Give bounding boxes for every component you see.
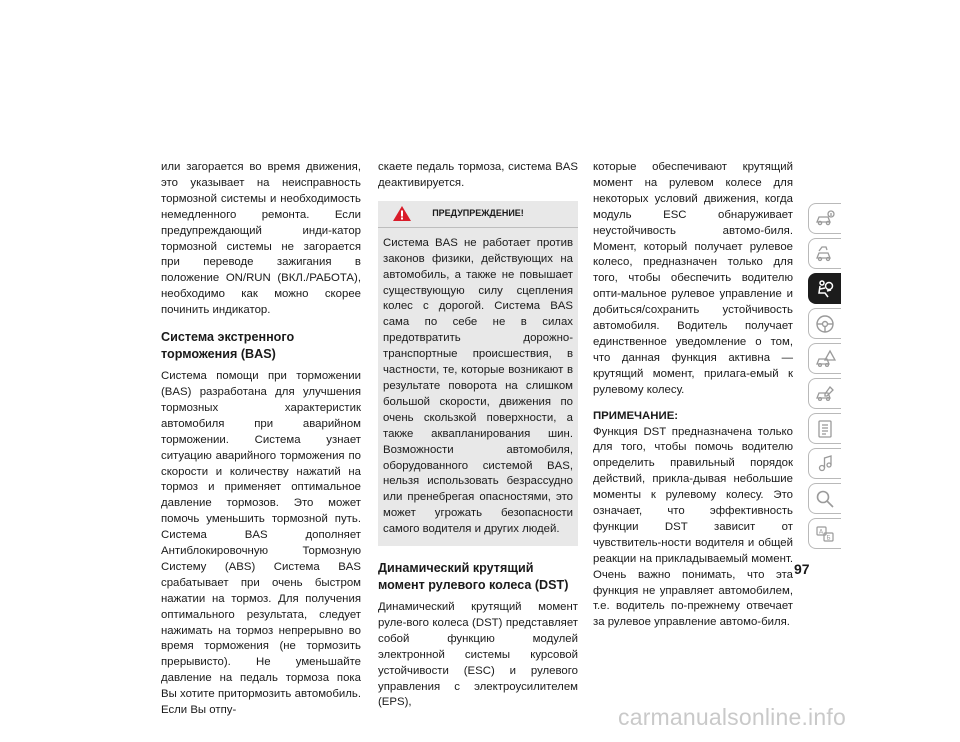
- warning-header: [378, 201, 578, 228]
- svg-text:Б: Б: [826, 534, 831, 541]
- warning-box: [378, 201, 578, 546]
- search-icon: [814, 488, 836, 510]
- note-text: Функция DST предназначена только для того, чтобы помочь водителю определить правильный порядок действий, прикла-дывая небольшие моменты к рулевому колесу. Это означает, что эффективность функции DST зависит от чувствитель-ности водителя и общей реакции на прикладываемый момент. Очень важно понимать, что эта функция не управляет автомобилем, т.е. водитель по-прежнему отвечает за рулевое управление автомо-биля.: [593, 425, 793, 629]
- airbag-seat-icon: [814, 278, 836, 300]
- tab-car-service[interactable]: [808, 378, 841, 409]
- warning-triangle-icon: [392, 205, 412, 222]
- tab-search[interactable]: [808, 483, 841, 514]
- paragraph: или загорается во время движения, это указывает на неисправность тормозной системы и необходимость немедленного ремонта. Если предупреждающий инди-катор тормозной системы не загорается при переводе зажигания в положение ON/RUN (ВКЛ./РАБОТА), необходимо как можно скорее починить индикатор.: [161, 161, 361, 317]
- language-icon: [814, 523, 836, 545]
- chapter-tabs: [808, 203, 841, 553]
- tab-car-info[interactable]: [808, 203, 841, 234]
- paragraph: Динамический крутящий момент руле-вого колеса (DST) представляет собой функцию модулей электронной системы курсовой устойчивости (ESC) и рулевого управления с электроусилителем (EPS),: [378, 601, 578, 709]
- tab-checklist[interactable]: [808, 413, 841, 444]
- car-key-icon: [814, 243, 836, 265]
- section-heading: Динамический крутящий момент рулевого колеса (DST): [378, 561, 569, 592]
- section-heading: Система экстренного торможения (BAS): [161, 330, 295, 361]
- page-number: 97: [794, 561, 810, 577]
- car-service-icon: [814, 383, 836, 405]
- music-nav-icon: [814, 453, 836, 475]
- warning-road-icon: [814, 348, 836, 370]
- steering-wheel-icon: [814, 313, 836, 335]
- tab-language[interactable]: [808, 518, 841, 549]
- tab-steering-wheel[interactable]: [808, 308, 841, 339]
- paragraph: которые обеспечивают крутящий момент на рулевом колесе для некоторых условий движения, когда модуль ESC обнаруживает неустойчивость автомо-биля. Момент, который получает рулевое колесо, предназначен только для того, чтобы обеспечить водителю опти-мальное рулевое управление и добиться/сохранить устойчивость автомобиля. Водитель получает единственное уведомление о том, что данная функция активна — крутящий момент, прилага-емый к рулевому колесу.: [593, 161, 793, 396]
- paragraph: скаете педаль тормоза, система BAS деактивируется.: [378, 161, 578, 189]
- checklist-icon: [814, 418, 836, 440]
- text-column-1: [161, 160, 361, 719]
- car-info-icon: [814, 208, 836, 230]
- tab-car-key[interactable]: [808, 238, 841, 269]
- paragraph: Система помощи при торможении (BAS) разработана для улучшения тормозных характеристик автомобиля при аварийном торможении. Система узнает ситуацию аварийного торможения по скорости и количеству нажатий на тормоз и применяет оптимальное давление тормозов. Это может помочь уменьшить тормозной путь. Система BAS дополняет Антиблокировочную Тормозную Систему (ABS) Система BAS срабатывает при очень быстром нажатии на тормоз. Для получения оптимального результата, следует нажимать на тормоз непрерывно во время торможения (не тормозить прерывисто). Не уменьшайте давление на педаль тормоза пока Вы хотите притормозить автомобиль. Если Вы отпу-: [161, 370, 361, 717]
- watermark: carmanualsonline.info: [618, 704, 846, 730]
- warning-title: ПРЕДУПРЕЖДЕНИЕ!: [432, 207, 524, 218]
- text-column-3: [593, 160, 793, 631]
- svg-text:A: A: [819, 528, 824, 535]
- tab-music-nav[interactable]: [808, 448, 841, 479]
- note-title: ПРИМЕЧАНИЕ:: [593, 409, 679, 422]
- warning-text: Система BAS не работает против законов физики, действующих на автомобиль, а также не повышает существующую силу сцепления колес с дорогой. Система BAS сама по себе не в силах предотвратить дорожно-транспортные происшествия, в частности, те, которые возникают в результате поворота на слишком большой скорости, движения по очень скользкой поверхности, а также аквапланирования шин. Возможности автомобиля, оборудованного системой BAS, нельзя использовать безрассудно или пренебрегая опасностями, это может угрожать безопасности самого водителя и других людей.: [383, 236, 573, 536]
- text-column-2: [378, 160, 578, 711]
- tab-warning-road[interactable]: [808, 343, 841, 374]
- tab-airbag-seat[interactable]: [808, 273, 841, 304]
